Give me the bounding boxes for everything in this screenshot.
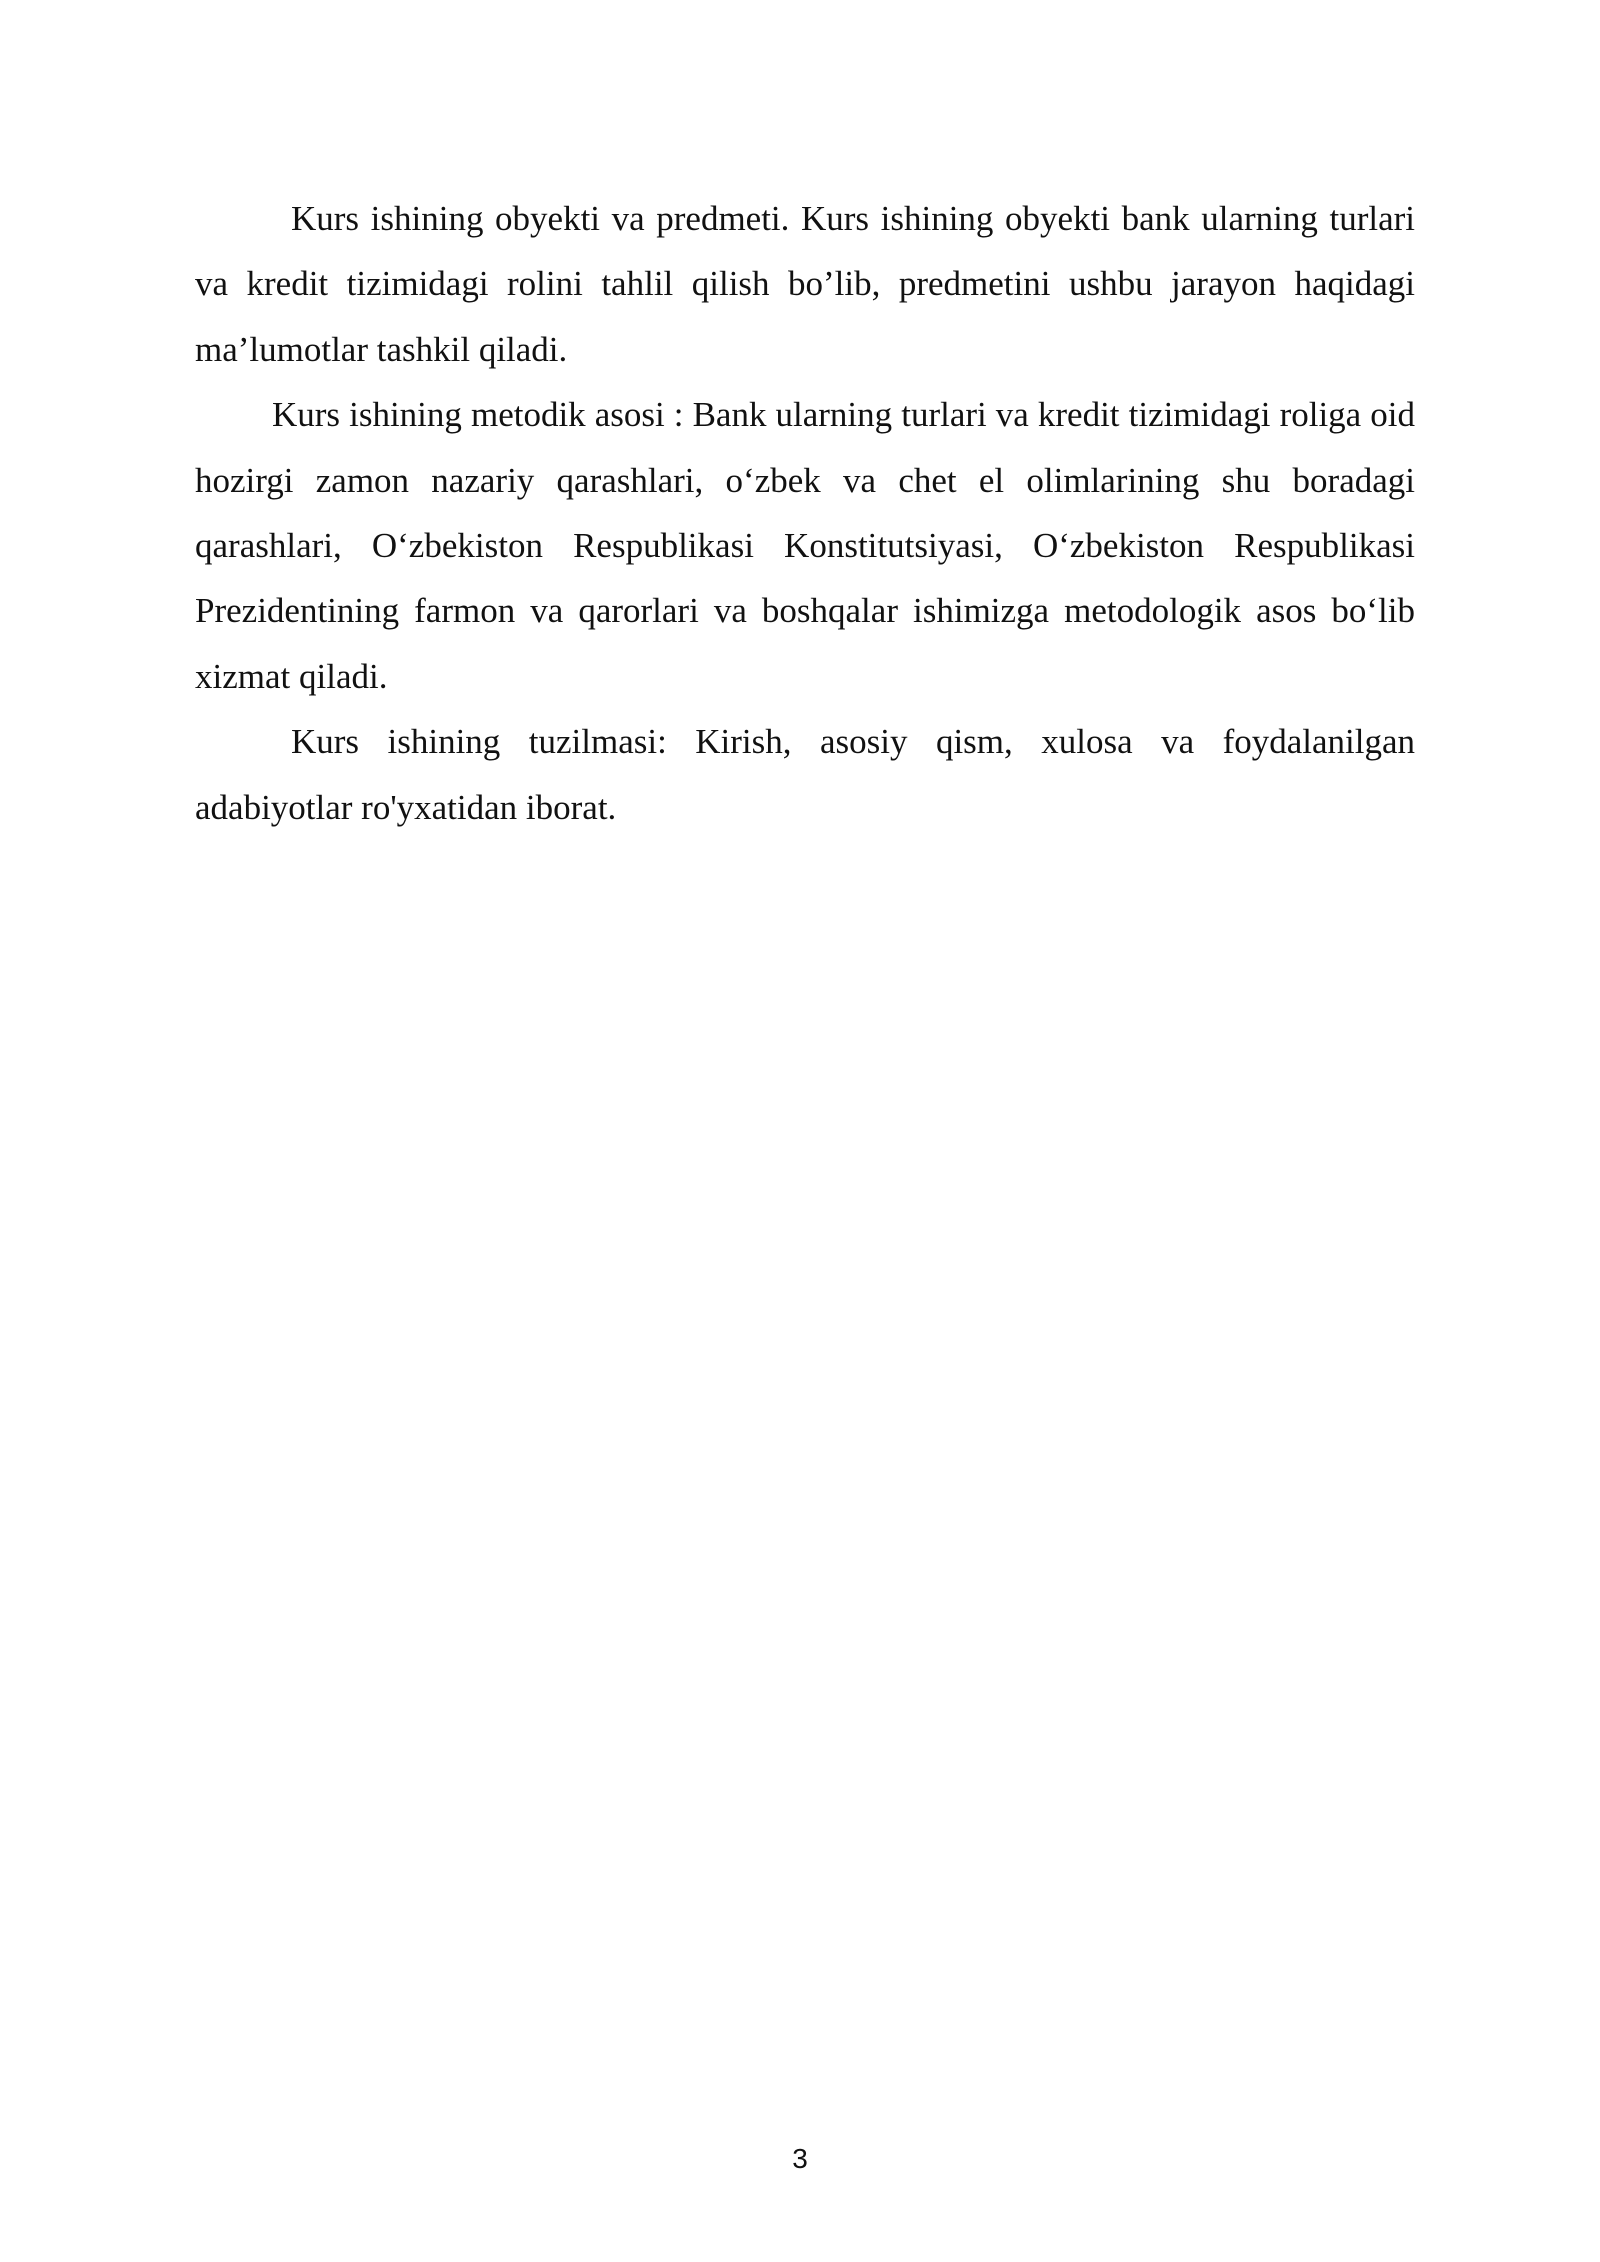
paragraph-object-and-subject: Kurs ishining obyekti va predmeti. Kurs ishining obyekti bank ularning turlari va kredit tizimidagi rolini tahlil qilish bo’lib, predmetini ushbu jarayon haqidagi ma’lumotlar tashkil qiladi. [195, 199, 1415, 369]
document-body [195, 186, 1415, 840]
paragraph-structure: Kurs ishining tuzilmasi: Kirish, asosiy qism, xulosa va foydalanilgan adabiyotlar ro'yxatidan iborat. [195, 722, 1415, 827]
paragraph-methodological-basis: Kurs ishining metodik asosi : Bank ularning turlari va kredit tizimidagi roliga oid hozirgi zamon nazariy qarashlari, o‘zbek va chet el olimlarining shu boradagi qarashlari, O‘zbekiston Respublikasi Konstitutsiyasi, O‘zbekiston Respublikasi Prezidentining farmon va qarorlari va boshqalar ishimizga metodologik asos bo‘lib xizmat qiladi. [195, 395, 1415, 696]
page-number: 3 [792, 2143, 808, 2174]
